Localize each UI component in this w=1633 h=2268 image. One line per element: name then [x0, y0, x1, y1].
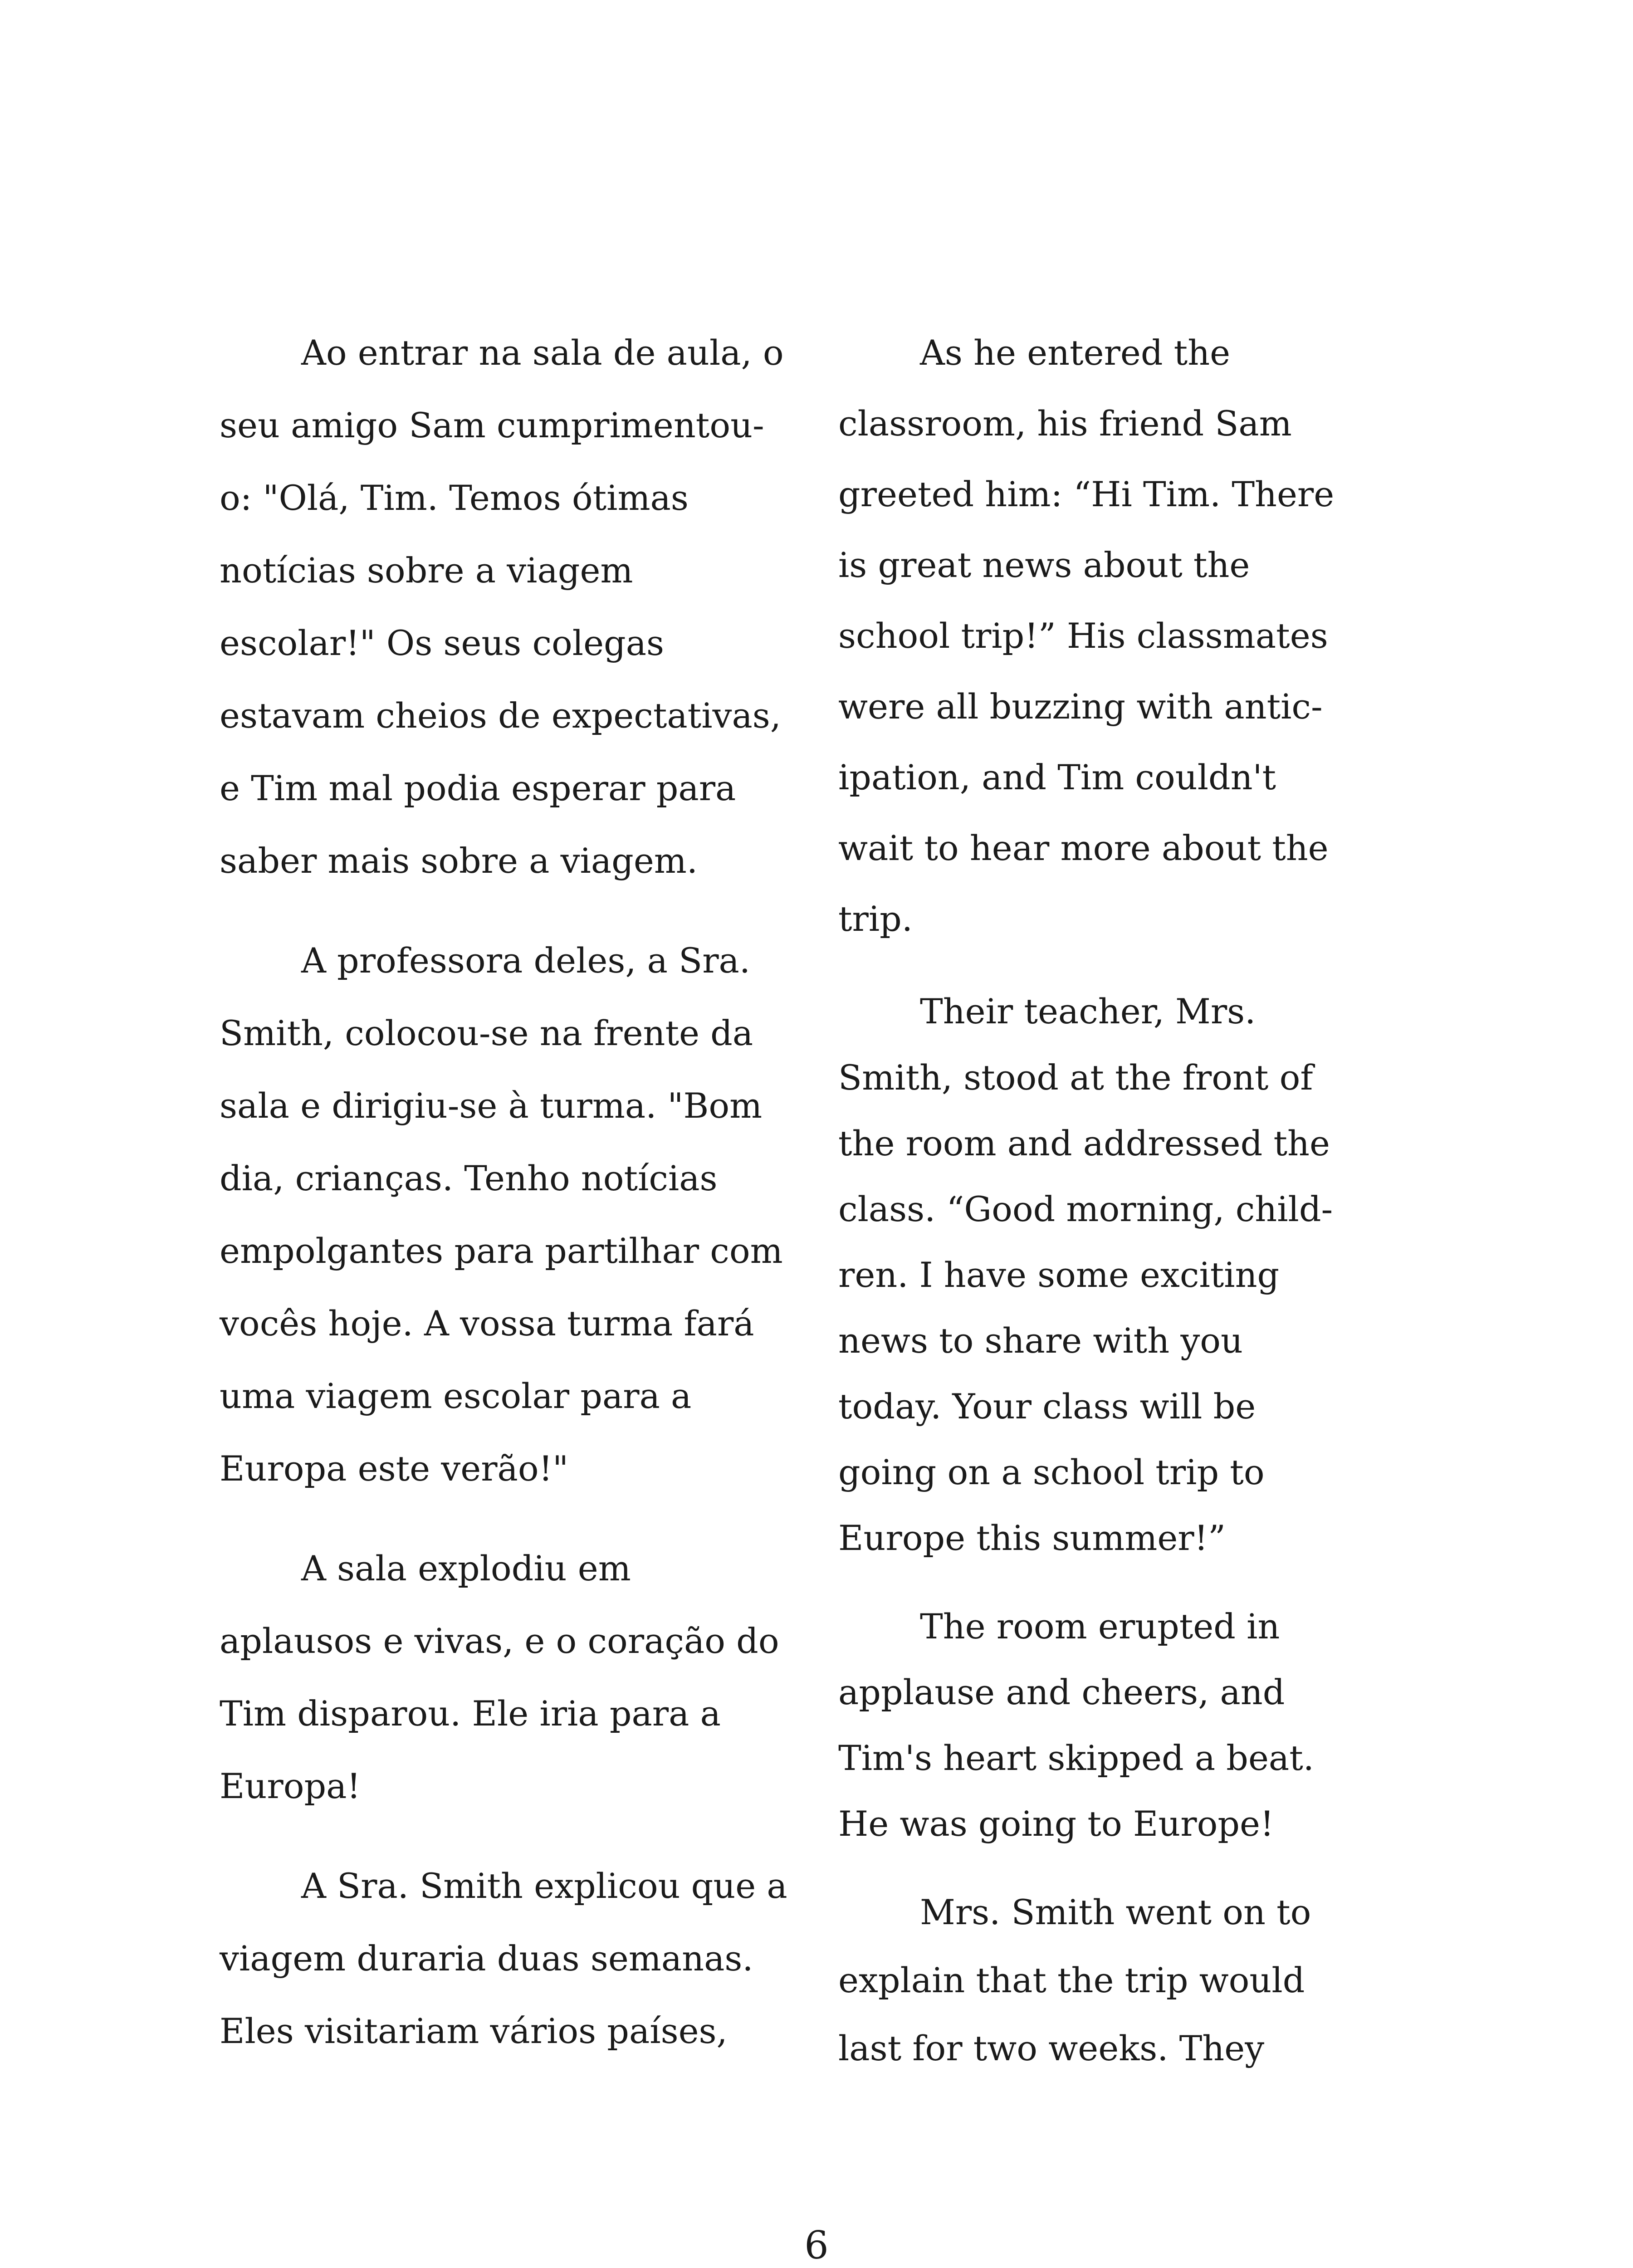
text-line: Smith, stood at the front of [838, 1057, 1313, 1098]
text-line: o: "Olá, Tim. Temos ótimas [220, 478, 689, 518]
text-line: class. “Good morning, child- [838, 1189, 1333, 1229]
text-line: dia, crianças. Tenho notícias [220, 1158, 718, 1198]
text-line: explain that the trip would [838, 1960, 1305, 2000]
text-line: e Tim mal podia esperar para [220, 768, 736, 808]
text-line: Eles visitariam vários países, [220, 2011, 728, 2051]
text-line: Tim's heart skipped a beat. [838, 1738, 1314, 1778]
text-line: greeted him: “Hi Tim. There [838, 474, 1335, 514]
text-line: As he entered the [920, 332, 1231, 373]
text-line: notícias sobre a viagem [220, 550, 633, 591]
text-line: A professora deles, a Sra. [301, 940, 751, 981]
text-line: The room erupted in [920, 1606, 1280, 1647]
text-line: school trip!” His classmates [838, 616, 1328, 656]
text-line: Europa! [220, 1766, 361, 1806]
text-line: A Sra. Smith explicou que a [301, 1866, 787, 1906]
text-line: escolar!" Os seus colegas [220, 623, 665, 663]
text-line: Tim disparou. Ele iria para a [220, 1693, 721, 1734]
text-line: Europa este verão!" [220, 1448, 569, 1489]
text-line: classroom, his friend Sam [838, 403, 1292, 444]
text-line: Europe this summer!” [838, 1518, 1226, 1558]
text-line: sala e dirigiu-se à turma. "Bom [220, 1085, 763, 1126]
text-line: Ao entrar na sala de aula, o [301, 332, 784, 373]
text-line: is great news about the [838, 545, 1250, 585]
text-line: saber mais sobre a viagem. [220, 841, 698, 881]
text-line: A sala explodiu em [301, 1548, 631, 1589]
text-line: Mrs. Smith went on to [920, 1892, 1311, 1932]
text-line: ipation, and Tim couldn't [838, 757, 1276, 797]
text-line: empolgantes para partilhar com [220, 1231, 783, 1271]
text-line: were all buzzing with antic- [838, 686, 1323, 727]
text-line: He was going to Europe! [838, 1804, 1274, 1844]
text-line: viagem duraria duas semanas. [220, 1938, 753, 1979]
text-line: trip. [838, 899, 913, 939]
text-line: today. Your class will be [838, 1386, 1256, 1427]
text-line: Smith, colocou-se na frente da [220, 1013, 753, 1053]
text-line: Their teacher, Mrs. [920, 991, 1256, 1031]
text-line: going on a school trip to [838, 1452, 1265, 1492]
text-line: news to share with you [838, 1320, 1243, 1361]
text-line: last for two weeks. They [838, 2028, 1265, 2068]
text-line: uma viagem escolar para a [220, 1376, 692, 1416]
page-number: 6 [804, 2223, 829, 2268]
text-line: vocês hoje. A vossa turma fará [220, 1303, 754, 1344]
text-line: seu amigo Sam cumprimentou- [220, 405, 764, 445]
text-line: the room and addressed the [838, 1123, 1330, 1163]
text-line: wait to hear more about the [838, 828, 1329, 868]
text-line: ren. I have some exciting [838, 1255, 1280, 1295]
text-line: aplausos e vivas, e o coração do [220, 1621, 779, 1661]
text-line: estavam cheios de expectativas, [220, 695, 781, 736]
text-line: applause and cheers, and [838, 1672, 1285, 1712]
